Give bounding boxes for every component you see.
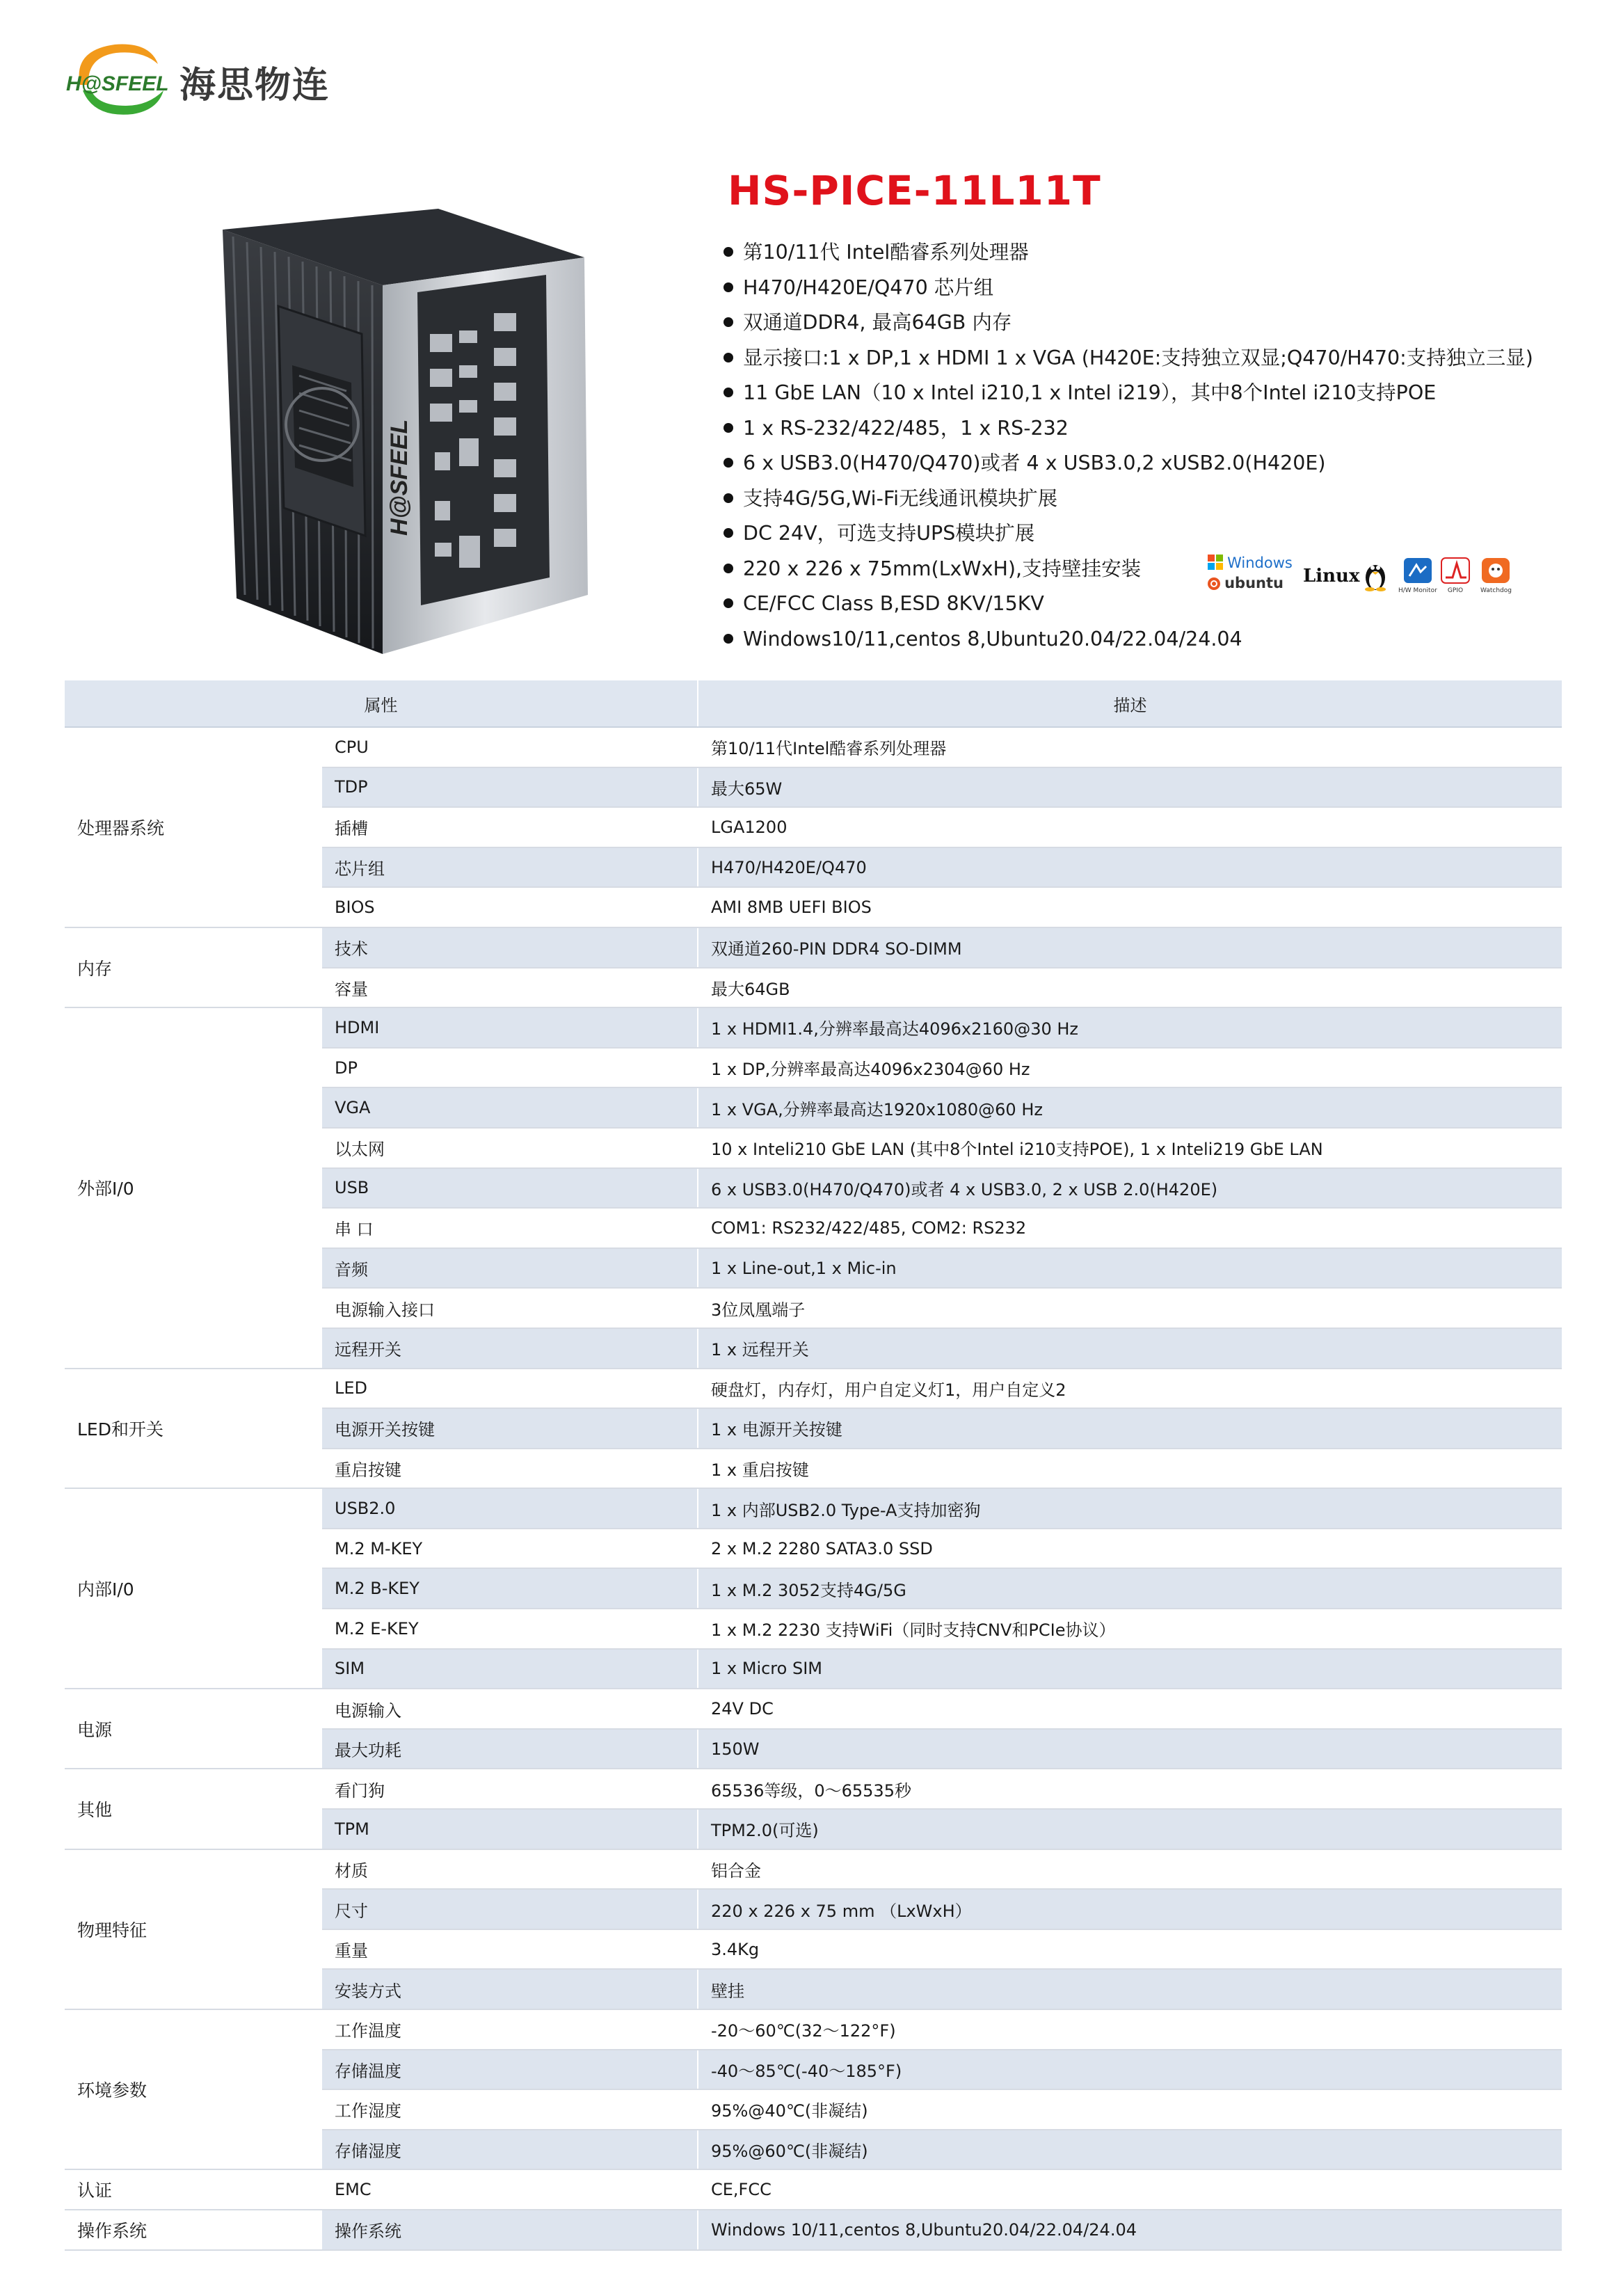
attr-cell: 最大功耗	[322, 1729, 698, 1769]
feature-text: H470/H420E/Q470 芯片组	[743, 276, 994, 299]
table-row	[65, 1488, 1562, 1529]
attr-cell: M.2 E-KEY	[322, 1609, 698, 1649]
ubuntu-logo	[1207, 575, 1284, 591]
attr-cell: M.2 M-KEY	[322, 1529, 698, 1569]
desc-cell: 1 x M.2 2230 支持WiFi（同时支持CNV和PCIe协议）	[698, 1609, 1562, 1649]
table-row	[65, 1849, 1562, 1890]
brand-logo	[66, 36, 358, 134]
desc-cell: 150W	[698, 1729, 1562, 1769]
attr-cell: 操作系统	[322, 2210, 698, 2250]
desc-cell: 最大65W	[698, 767, 1562, 808]
attr-cell: 插槽	[322, 807, 698, 847]
attr-cell: M.2 B-KEY	[322, 1568, 698, 1609]
tux-penguin-icon	[1364, 559, 1387, 591]
spec-table	[65, 680, 1562, 2251]
desc-cell: 铝合金	[698, 1849, 1562, 1890]
feature-text: 第10/11代 Intel酷睿系列处理器	[743, 241, 1029, 264]
desc-cell: -40～85℃(-40～185°F)	[698, 2050, 1562, 2090]
group-name: 其他	[65, 1769, 322, 1849]
desc-cell: -20～60℃(32～122°F)	[698, 2009, 1562, 2050]
feature-item	[723, 622, 1533, 657]
table-row	[65, 1369, 1562, 1409]
header-attr: 属性	[65, 680, 698, 727]
desc-cell: 壁挂	[698, 1969, 1562, 2009]
attr-cell: 远程开关	[322, 1328, 698, 1369]
feature-text: DC 24V，可选支持UPS模块扩展	[743, 522, 1035, 545]
bullet-icon	[723, 528, 733, 538]
attr-cell: EMC	[322, 2169, 698, 2210]
bullet-icon	[723, 353, 733, 362]
attr-cell: 材质	[322, 1849, 698, 1890]
group-name: 处理器系统	[65, 727, 322, 927]
logo-lettering: H@SFEEL	[66, 72, 169, 95]
windows-logo	[1207, 554, 1293, 571]
group-name: 内存	[65, 927, 322, 1007]
desc-cell: 24V DC	[698, 1689, 1562, 1729]
attr-cell: HDMI	[322, 1007, 698, 1048]
feature-item	[723, 481, 1533, 517]
bullet-icon	[723, 317, 733, 327]
bullet-icon	[723, 282, 733, 292]
attr-cell: 重量	[322, 1929, 698, 1970]
desc-cell: 3位凤凰端子	[698, 1288, 1562, 1328]
attr-cell: 容量	[322, 968, 698, 1008]
group-name: LED和开关	[65, 1369, 322, 1489]
attr-cell: 电源开关按键	[322, 1408, 698, 1449]
bullet-icon	[723, 634, 733, 644]
desc-cell: 10 x Inteli210 GbE LAN (其中8个Intel i210支持POE), 1 x Inteli219 GbE LAN	[698, 1128, 1562, 1168]
brand-name: 海思物连	[179, 65, 330, 106]
hw-monitor-label: H/W Monitor	[1398, 587, 1437, 594]
windows-icon	[1207, 554, 1224, 571]
attr-cell: 芯片组	[322, 847, 698, 888]
feature-text: 1 x RS-232/422/485，1 x RS-232	[743, 416, 1069, 440]
hasfeel-logo-icon	[66, 36, 170, 122]
desc-cell: 2 x M.2 2280 SATA3.0 SSD	[698, 1529, 1562, 1569]
desc-cell: 1 x VGA,分辨率最高达1920x1080@60 Hz	[698, 1087, 1562, 1128]
watchdog-label: Watchdog	[1480, 587, 1512, 594]
attr-cell: VGA	[322, 1087, 698, 1128]
table-row	[65, 2169, 1562, 2210]
attr-cell: 电源输入	[322, 1689, 698, 1729]
gpio-logo	[1440, 557, 1471, 594]
desc-cell: 1 x 远程开关	[698, 1328, 1562, 1369]
feature-text: 支持4G/5G,Wi-Fi无线通讯模块扩展	[743, 486, 1058, 510]
attr-cell: 安装方式	[322, 1969, 698, 2009]
attr-cell: 串 口	[322, 1208, 698, 1248]
feature-text: 6 x USB3.0(H470/Q470)或者 4 x USB3.0,2 xUSB2.0(H420E)	[743, 452, 1326, 475]
ubuntu-label: ubuntu	[1224, 575, 1284, 591]
attr-cell: 以太网	[322, 1128, 698, 1168]
desc-cell: AMI 8MB UEFI BIOS	[698, 887, 1562, 927]
attr-cell: 存储温度	[322, 2050, 698, 2090]
attr-cell: TPM	[322, 1809, 698, 1849]
group-name: 电源	[65, 1689, 322, 1769]
attr-cell: 尺寸	[322, 1889, 698, 1929]
table-row	[65, 2210, 1562, 2250]
feature-text: Windows10/11,centos 8,Ubuntu20.04/22.04/24.04	[743, 627, 1242, 651]
desc-cell: 1 x 内部USB2.0 Type-A支持加密狗	[698, 1488, 1562, 1529]
desc-cell: 65536等级，0～65535秒	[698, 1769, 1562, 1809]
table-row	[65, 727, 1562, 767]
feature-item	[723, 376, 1533, 411]
attr-cell: USB2.0	[322, 1488, 698, 1529]
product-title: HS-PICE-11L11T	[728, 167, 1101, 214]
desc-cell: 1 x 重启按键	[698, 1449, 1562, 1489]
attr-cell: 重启按键	[322, 1449, 698, 1489]
desc-cell: 95%@40℃(非凝结)	[698, 2089, 1562, 2130]
bullet-icon	[723, 598, 733, 608]
desc-cell: 1 x 电源开关按键	[698, 1408, 1562, 1449]
feature-text: CE/FCC Class B,ESD 8KV/15KV	[743, 592, 1044, 615]
bullet-icon	[723, 493, 733, 503]
feature-item	[723, 235, 1533, 271]
group-name: 认证	[65, 2169, 322, 2210]
bullet-icon	[723, 423, 733, 433]
attr-cell: SIM	[322, 1649, 698, 1689]
attr-cell: 技术	[322, 927, 698, 968]
device-label: H@SFEEL	[386, 419, 413, 536]
feature-text: 双通道DDR4, 最高64GB 内存	[743, 311, 1012, 334]
desc-cell: 最大64GB	[698, 968, 1562, 1008]
table-row	[65, 1007, 1562, 1048]
desc-cell: TPM2.0(可选)	[698, 1809, 1562, 1849]
group-name: 外部I/0	[65, 1007, 322, 1368]
bullet-icon	[723, 388, 733, 397]
feature-item	[723, 516, 1533, 552]
table-row	[65, 2009, 1562, 2050]
desc-cell: 95%@60℃(非凝结)	[698, 2130, 1562, 2170]
desc-cell: 1 x HDMI1.4,分辨率最高达4096x2160@30 Hz	[698, 1007, 1562, 1048]
bullet-icon	[723, 458, 733, 468]
spec-table-header	[65, 680, 1562, 727]
attr-cell: BIOS	[322, 887, 698, 927]
attr-cell: DP	[322, 1048, 698, 1088]
table-row	[65, 927, 1562, 968]
product-image	[209, 209, 598, 668]
desc-cell: 1 x Micro SIM	[698, 1649, 1562, 1689]
attr-cell: 音频	[322, 1248, 698, 1289]
group-name: 操作系统	[65, 2210, 322, 2250]
attr-cell: CPU	[322, 727, 698, 767]
bullet-icon	[723, 564, 733, 573]
attr-cell: 工作温度	[322, 2009, 698, 2050]
group-name: 环境参数	[65, 2009, 322, 2169]
desc-cell: 1 x M.2 3052支持4G/5G	[698, 1568, 1562, 1609]
desc-cell: 3.4Kg	[698, 1929, 1562, 1970]
feature-item	[723, 411, 1533, 447]
feature-text: 11 GbE LAN（10 x Intel i210,1 x Intel i219），其中8个Intel i210支持POE	[743, 381, 1437, 404]
feature-item	[723, 341, 1533, 376]
header-desc: 描述	[698, 680, 1562, 727]
table-row	[65, 1769, 1562, 1809]
hw-monitor-icon	[1402, 557, 1433, 584]
watchdog-icon	[1480, 557, 1511, 584]
feature-text: 220 x 226 x 75mm(LxWxH),支持壁挂安装	[743, 557, 1142, 580]
attr-cell: 存储湿度	[322, 2130, 698, 2170]
watchdog-logo	[1480, 557, 1512, 594]
feature-text: 显示接口:1 x DP,1 x HDMI 1 x VGA (H420E:支持独立双显;Q470/H470:支持独立三显)	[743, 346, 1533, 369]
linux-logo	[1303, 559, 1387, 591]
feature-item	[723, 305, 1533, 341]
attr-cell: USB	[322, 1168, 698, 1209]
feature-item	[723, 271, 1533, 306]
hw-monitor-logo	[1398, 557, 1437, 594]
desc-cell: CE,FCC	[698, 2169, 1562, 2210]
attr-cell: 电源输入接口	[322, 1288, 698, 1328]
desc-cell: COM1: RS232/422/485, COM2: RS232	[698, 1208, 1562, 1248]
desc-cell: Windows 10/11,centos 8,Ubuntu20.04/22.04/24.04	[698, 2210, 1562, 2250]
desc-cell: 双通道260-PIN DDR4 SO-DIMM	[698, 927, 1562, 968]
desc-cell: 硬盘灯，内存灯，用户自定义灯1，用户自定义2	[698, 1369, 1562, 1409]
ubuntu-icon	[1207, 577, 1221, 591]
os-support-logos	[1207, 554, 1513, 609]
desc-cell: 第10/11代Intel酷睿系列处理器	[698, 727, 1562, 767]
windows-label: Windows	[1227, 555, 1293, 571]
linux-label: Linux	[1303, 566, 1360, 587]
attr-cell: LED	[322, 1369, 698, 1409]
bullet-icon	[723, 247, 733, 257]
desc-cell: LGA1200	[698, 807, 1562, 847]
desc-cell: 1 x Line-out,1 x Mic-in	[698, 1248, 1562, 1289]
attr-cell: 看门狗	[322, 1769, 698, 1809]
gpio-icon	[1440, 557, 1471, 584]
desc-cell: 1 x DP,分辨率最高达4096x2304@60 Hz	[698, 1048, 1562, 1088]
desc-cell: H470/H420E/Q470	[698, 847, 1562, 888]
group-name: 内部I/0	[65, 1488, 322, 1689]
gpio-label: GPIO	[1447, 587, 1464, 594]
group-name: 物理特征	[65, 1849, 322, 2009]
table-row	[65, 1689, 1562, 1729]
feature-item	[723, 446, 1533, 481]
attr-cell: 工作湿度	[322, 2089, 698, 2130]
attr-cell: TDP	[322, 767, 698, 808]
desc-cell: 6 x USB3.0(H470/Q470)或者 4 x USB3.0, 2 x USB 2.0(H420E)	[698, 1168, 1562, 1209]
desc-cell: 220 x 226 x 75 mm （LxWxH）	[698, 1889, 1562, 1929]
